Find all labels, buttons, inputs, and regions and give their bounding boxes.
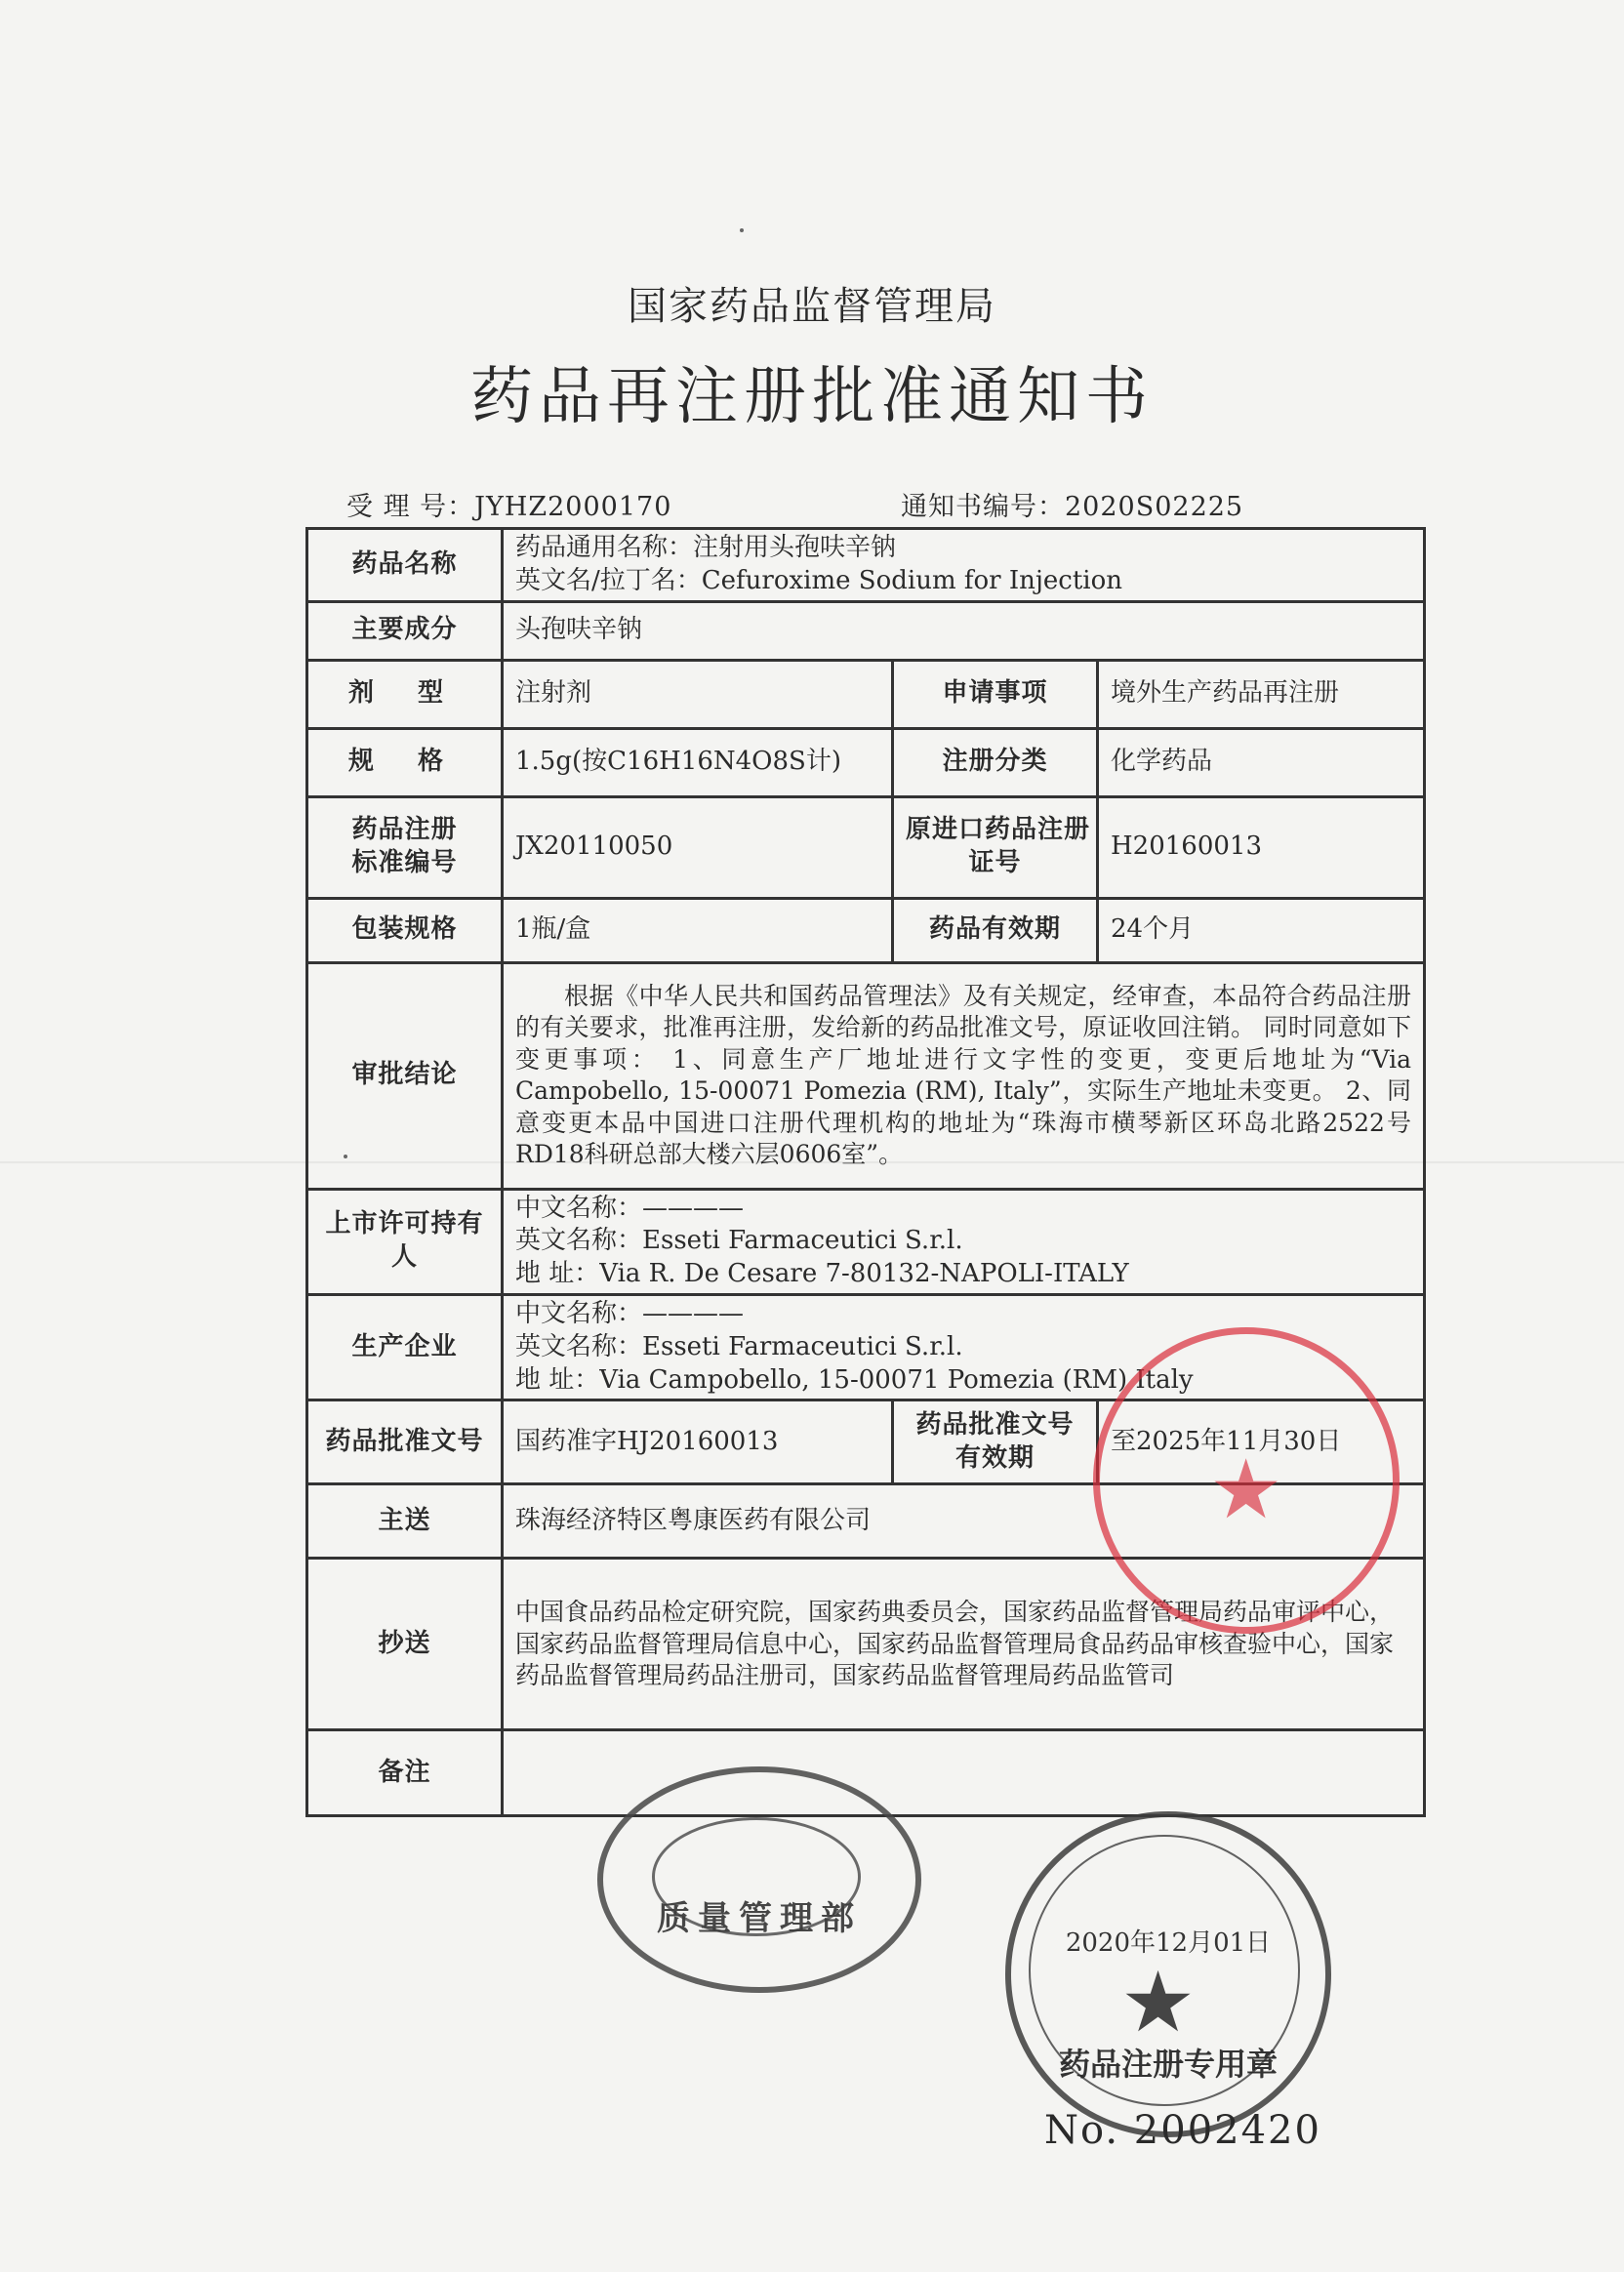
label-cc: 抄送: [307, 1559, 503, 1730]
row-specification: [307, 728, 1425, 796]
value-conclusion: 根据《中华人民共和国药品管理法》及有关规定，经审查，本品符合药品注册的有关要求，批准再注册，发给新的药品批准文号，原证收回注销。 同时同意如下变更事项： 1、同意生产厂地址进行文字性的变更，变更后地址为“Via Campobello, 15-00071 Pomezia (RM), Italy”，实际生产地址未变更。 2、同意变更本品中国进口注册代理机构的地址为“珠海市横琴新区环岛北路2522号RD18科研总部大楼六层0606室”。: [503, 962, 1425, 1189]
seal-star-icon: ★: [1209, 1441, 1283, 1537]
label-remarks: 备注: [307, 1730, 503, 1816]
label-standard-no: [307, 796, 503, 898]
row-mah: [307, 1189, 1425, 1294]
nmpa-seal-label: 药品注册专用章: [1058, 2046, 1278, 2083]
mah-address: 地 址：Via R. De Cesare 7-80132-NAPOLI-ITALY: [515, 1259, 1129, 1289]
value-cc: 中国食品药品检定研究院，国家药典委员会，国家药品监督管理局药品审评中心，国家药品监督管理局信息中心，国家药品监督管理局食品药品审核查验中心，国家药品监督管理局药品注册司，国家药品监督管理局药品监管司: [503, 1559, 1425, 1730]
label-validity: 药品有效期: [893, 898, 1098, 962]
value-registration-category: 化学药品: [1098, 728, 1425, 796]
cell-drug-name: [503, 529, 1425, 602]
manufacturer-en-name: 英文名称：Esseti Farmaceutici S.r.l.: [515, 1331, 963, 1361]
value-validity: 24个月: [1098, 898, 1425, 962]
row-dosage-form: [307, 660, 1425, 728]
label-original-import-cert-line2: 证号: [968, 848, 1022, 878]
label-approval-validity: [893, 1400, 1098, 1484]
manufacturer-address: 地 址：Via Campobello, 15-00071 Pomezia (RM) Italy: [515, 1364, 1194, 1395]
mah-en-name: 英文名称：Esseti Farmaceutici S.r.l.: [515, 1226, 963, 1256]
row-packaging: [307, 898, 1425, 962]
label-approval-validity-line1: 药品批准文号: [915, 1410, 1075, 1440]
row-standard-no: [307, 796, 1425, 898]
label-mah: 上市许可持有人: [307, 1189, 503, 1294]
label-drug-name: 药品名称: [307, 529, 503, 602]
row-conclusion: [307, 962, 1425, 1189]
label-manufacturer: 生产企业: [307, 1294, 503, 1400]
label-specification: 规 格: [307, 728, 503, 796]
acceptance-number: 受 理 号：JYHZ2000170: [346, 492, 672, 522]
label-approval-validity-line2: 有效期: [954, 1442, 1035, 1473]
generic-name: 药品通用名称：注射用头孢呋辛钠: [515, 533, 897, 562]
label-packaging: 包装规格: [307, 898, 503, 962]
value-send-to: 珠海经济特区粤康医药有限公司: [503, 1484, 1425, 1559]
label-registration-category: 注册分类: [893, 728, 1098, 796]
nmpa-seal-date: 2020年12月01日: [1065, 1928, 1272, 1958]
value-approval-validity: 至2025年11月30日: [1098, 1400, 1425, 1484]
label-standard-no-line2: 标准编号: [351, 848, 458, 878]
paper-speck: [740, 228, 744, 232]
nmpa-registration-seal: [1005, 1811, 1331, 2137]
manufacturer-cn-name: 中文名称：————: [515, 1298, 745, 1328]
label-original-import-cert-line1: 原进口药品注册: [906, 815, 1091, 845]
label-conclusion: 审批结论: [307, 962, 503, 1189]
row-drug-name: [307, 529, 1425, 602]
value-packaging: 1瓶/盒: [503, 898, 893, 962]
serial-number: No. 2002420: [1044, 2108, 1321, 2153]
english-name: 英文名/拉丁名：Cefuroxime Sodium for Injection: [515, 565, 1123, 595]
cell-mah: [503, 1189, 1425, 1294]
label-original-import-cert: [893, 796, 1098, 898]
seal-star-icon: ★: [1120, 1954, 1197, 2051]
value-original-import-cert: H20160013: [1098, 796, 1425, 898]
label-approval-no: 药品批准文号: [307, 1400, 503, 1484]
issuing-authority: 国家药品监督管理局: [628, 284, 996, 329]
row-main-ingredient: [307, 601, 1425, 660]
label-send-to: 主送: [307, 1484, 503, 1559]
document-title: 药品再注册批准通知书: [470, 361, 1154, 433]
label-dosage-form: 剂 型: [307, 660, 503, 728]
label-application-item: 申请事项: [893, 660, 1098, 728]
value-main-ingredient: 头孢呋辛钠: [503, 601, 1425, 660]
value-specification: 1.5g(按C16H16N4O8S计): [503, 728, 893, 796]
quality-seal-label: 质量管理部: [657, 1899, 862, 1938]
label-main-ingredient: 主要成分: [307, 601, 503, 660]
company-red-seal: [1093, 1327, 1400, 1634]
label-standard-no-line1: 药品注册: [351, 815, 458, 845]
value-standard-no: JX20110050: [503, 796, 893, 898]
notice-number: 通知书编号：2020S02225: [901, 492, 1244, 522]
mah-cn-name: 中文名称：————: [515, 1193, 745, 1223]
quality-department-seal: [597, 1766, 921, 1993]
value-dosage-form: 注射剂: [503, 660, 893, 728]
value-application-item: 境外生产药品再注册: [1098, 660, 1425, 728]
value-approval-no: 国药准字HJ20160013: [503, 1400, 893, 1484]
